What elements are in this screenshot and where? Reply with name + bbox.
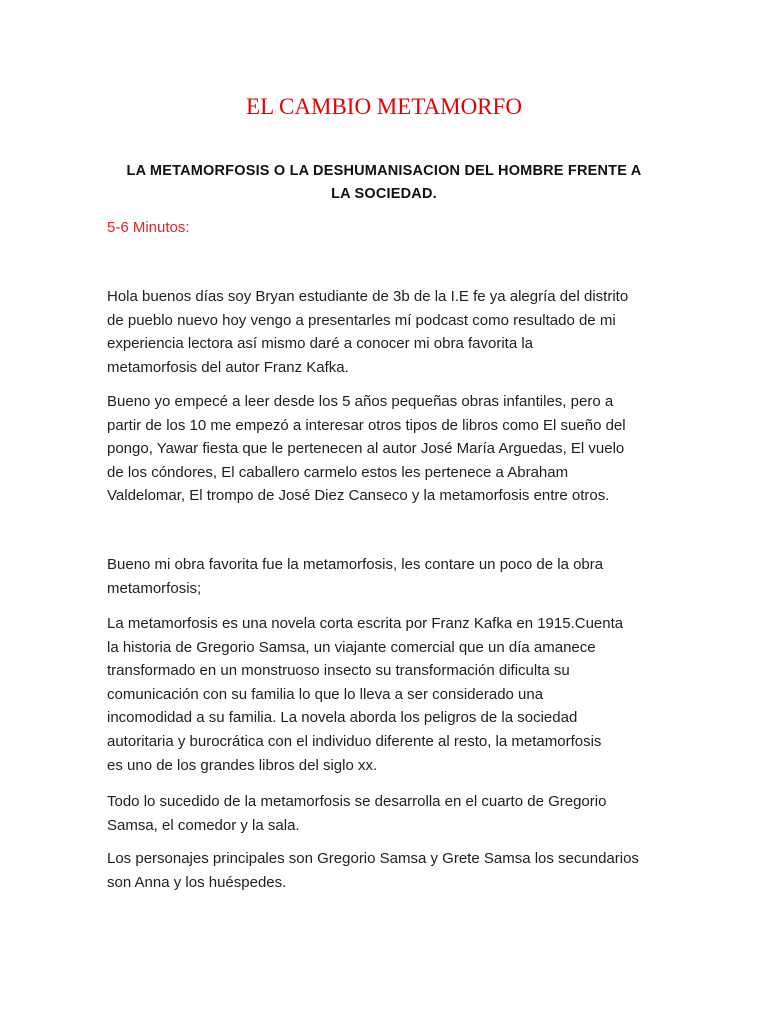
paragraph-introduction [107, 285, 687, 379]
paragraph-line: Los personajes principales son Gregorio Samsa y Grete Samsa los secundarios [107, 850, 639, 867]
paragraph-line: son Anna y los huéspedes. [107, 873, 287, 891]
paragraph-line: Bueno yo empecé a leer desde los 5 años pequeñas obras infantiles, pero a [107, 393, 614, 410]
paragraph-line: experiencia lectora así mismo daré a conocer mi obra favorita la [107, 335, 534, 353]
paragraph-reading-history [107, 390, 687, 508]
subtitle-line: LA SOCIEDAD. [331, 186, 437, 202]
paragraph-line: es uno de los grandes libros del siglo xx. [107, 756, 378, 774]
document-title: EL CAMBIO METAMORFO [246, 94, 522, 119]
paragraph-line: Hola buenos días soy Bryan estudiante de 3b de la I.E fe ya alegría del distrito [107, 288, 629, 305]
paragraph-line: metamorfosis; [107, 579, 202, 597]
subtitle-line: LA METAMORFOSIS O LA DESHUMANISACION DEL HOMBRE FRENTE A [126, 163, 642, 179]
paragraph-line: comunicación con su familia lo que lo lleva a ser considerado una [107, 685, 544, 703]
paragraph-setting [107, 790, 687, 837]
paragraph-line: Valdelomar, El trompo de José Diez Canseco y la metamorfosis entre otros. [107, 487, 610, 505]
paragraph-line: Todo lo sucedido de la metamorfosis se desarrolla en el cuarto de Gregorio [107, 793, 607, 810]
paragraph-line: autoritaria y burocrática con el individuo diferente al resto, la metamorfosis [107, 732, 602, 750]
paragraph-line: de pueblo nuevo hoy vengo a presentarles mí podcast como resultado de mi [107, 311, 616, 329]
paragraph-line: La metamorfosis es una novela corta escrita por Franz Kafka en 1915.Cuenta [107, 615, 624, 632]
document-subtitle [0, 160, 768, 206]
paragraph-line: Samsa, el comedor y la sala. [107, 816, 300, 834]
paragraph-line: la historia de Gregorio Samsa, un viajante comercial que un día amanece [107, 638, 596, 656]
duration-label: 5-6 Minutos: [107, 219, 190, 236]
paragraph-line: de los cóndores, El caballero carmelo estos les pertenece a Abraham [107, 463, 569, 481]
paragraph-line: Bueno mi obra favorita fue la metamorfosis, les contare un poco de la obra [107, 556, 604, 573]
paragraph-summary [107, 612, 687, 777]
paragraph-line: partir de los 10 me empezó a interesar otros tipos de libros como El sueño del [107, 416, 626, 434]
paragraph-line: pongo, Yawar fiesta que le pertenecen al autor José María Arguedas, El vuelo [107, 440, 625, 458]
paragraph-line: incomodidad a su familia. La novela aborda los peligros de la sociedad [107, 709, 578, 727]
paragraph-characters [107, 847, 687, 894]
paragraph-line: metamorfosis del autor Franz Kafka. [107, 358, 349, 376]
paragraph-line: transformado en un monstruoso insecto su transformación dificulta su [107, 662, 570, 680]
paragraph-favorite-work [107, 553, 687, 600]
